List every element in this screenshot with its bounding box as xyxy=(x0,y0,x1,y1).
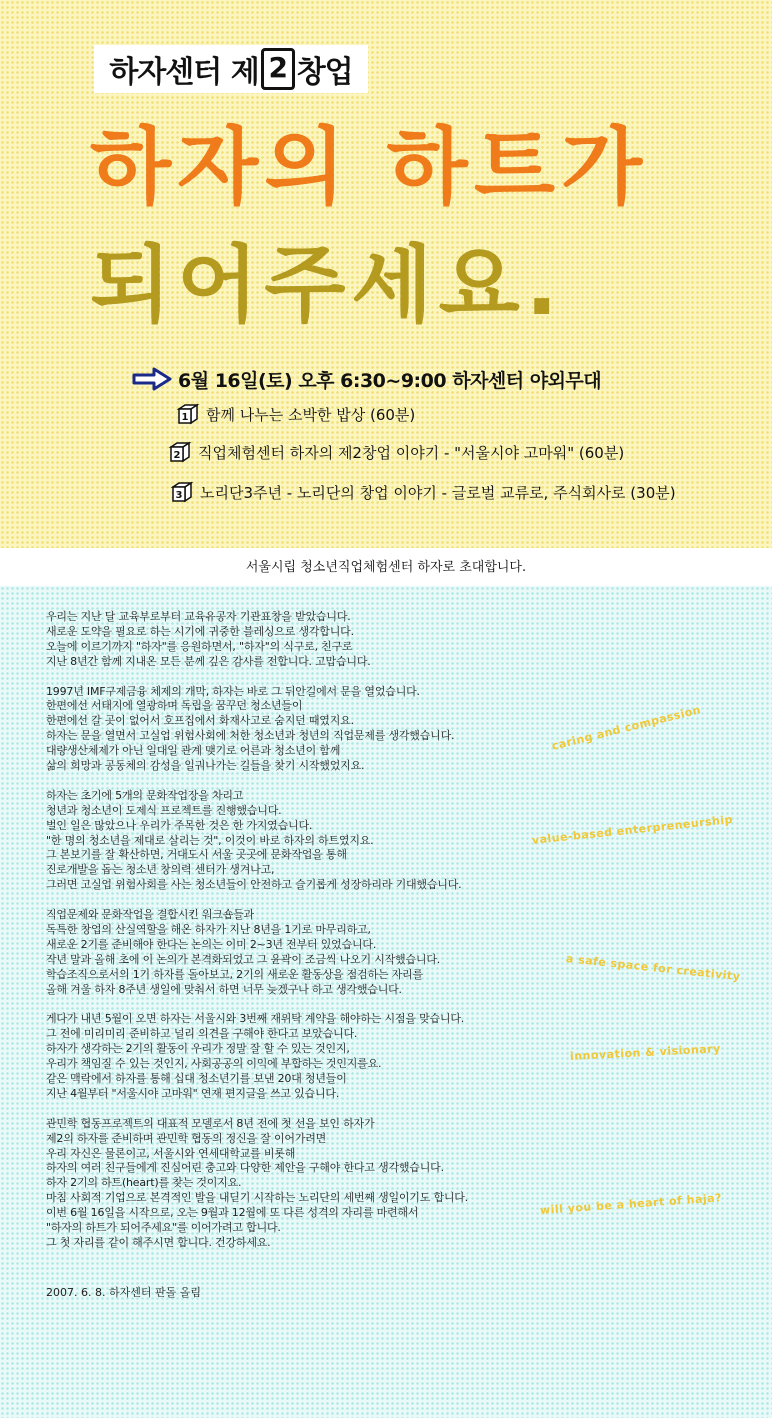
program-item xyxy=(170,480,676,504)
logo-suffix: 창업 xyxy=(296,55,353,90)
event-info xyxy=(132,364,601,394)
letter-line: 지난 4월부터 "서울시야 고마워" 연재 편지글을 쓰고 있습니다. xyxy=(46,1086,340,1100)
arrow-right-icon xyxy=(132,367,172,391)
letter-line: 그 본보기를 잘 확산하면, 거대도시 서울 곳곳에 문화작업을 통해 xyxy=(46,848,347,862)
letter-line: 우리는 지난 달 교육부로부터 교육유공자 기관표창을 받았습니다. xyxy=(46,610,351,623)
letter-line: "한 명의 청소년을 제대로 살리는 것", 이것이 바로 하자의 하트였지요. xyxy=(46,833,374,847)
program-item xyxy=(176,402,415,426)
letter-line: 벌인 일은 많았으나 우리가 주목한 것은 한 가지였습니다. xyxy=(46,818,313,832)
letter-line: 우리 자신은 물론이고, 서울시와 연세대학교를 비롯해 xyxy=(46,1146,296,1160)
letter-line: 하자는 문을 열면서 고실업 위험사회에 처한 청소년과 청년의 직업문제를 생각했습니다. xyxy=(46,729,455,743)
letter-line: 하자는 초기에 5개의 문화작업장을 차리고 xyxy=(46,788,244,802)
letter-line: 하자가 생각하는 2기의 활동이 우리가 정말 잘 할 수 있는 것인지, xyxy=(46,1042,350,1056)
tag-text: a safe space for creativity xyxy=(565,952,742,984)
letter-line: 우리가 책임질 수 있는 것인지, 사회공공의 이익에 부합하는 것인지를요. xyxy=(46,1057,382,1071)
signature: 2007. 6. 8. 하자센터 판돌 올림 xyxy=(46,1286,201,1299)
letter-line: 삶의 희망과 공동체의 감성을 일궈나가는 길들을 찾기 시작했었지요. xyxy=(46,759,365,773)
event-title: 6월 16일(토) 오후 6:30~9:00 하자센터 야외무대 xyxy=(178,369,602,392)
cube-number-icon xyxy=(168,440,192,464)
letter-line: 올해 겨울 하자 8주년 생일에 맞춰서 하면 너무 늦겠구나 하고 생각했습니다. xyxy=(46,982,402,996)
letter-paragraph xyxy=(46,789,586,893)
letter-line: 하자의 여러 친구들에게 진심어린 충고와 다양한 제안을 구해야 한다고 생각했습니다. xyxy=(46,1161,444,1175)
letter-line: 진로개발을 돕는 청소년 창의력 센터가 생겨나고, xyxy=(46,863,275,877)
letter-line: 독특한 창업의 산실역할을 해온 하자가 지난 8년을 1기로 마무리하고, xyxy=(46,922,371,936)
program-number: 1 xyxy=(181,412,189,423)
letter-line: 작년 말과 올해 초에 이 논의가 본격화되었고 그 윤곽이 조금씩 나오기 시작했습니다. xyxy=(46,952,441,966)
program-text: 직업체험센터 하자의 제2창업 이야기 - "서울시야 고마워" (60분) xyxy=(198,443,625,462)
headline-line-2 xyxy=(90,218,740,339)
letter-line: 그러면 고실업 위험사회를 사는 청소년들이 안전하고 슬기롭게 성장하리라 기대했습니다. xyxy=(46,878,462,892)
headline-line-2-text: 되어주세요. xyxy=(90,236,564,334)
letter-line: 대량생산체제가 아닌 일대일 관계 맺기로 어른과 청소년이 함께 xyxy=(46,744,341,758)
logo-number: 2 xyxy=(261,48,295,90)
letter-paragraph xyxy=(46,610,586,670)
program-text: 함께 나누는 소박한 밥상 (60분) xyxy=(206,405,416,424)
letter-line: 하자 2기의 하트(heart)를 찾는 것이지요. xyxy=(46,1176,242,1190)
letter-line: 한편에선 서태지에 열광하며 독립을 꿈꾸던 청소년들이 xyxy=(46,699,303,713)
logo-prefix: 하자센터 제 xyxy=(109,55,259,90)
letter-line: 제2의 하자를 준비하며 관민학 협동의 정신을 잘 이어가려면 xyxy=(46,1131,327,1145)
letter-paragraph xyxy=(46,908,586,997)
letter-line: 그 첫 자리를 같이 해주시면 합니다. 건강하세요. xyxy=(46,1235,271,1249)
tag-text: innovation & visionary xyxy=(569,1042,722,1063)
letter-paragraph xyxy=(46,1117,586,1251)
tag-text: will you be a heart of haja? xyxy=(539,1191,723,1217)
letter-line: 관민학 협동프로젝트의 대표적 모델로서 8년 전에 첫 선을 보인 하자가 xyxy=(46,1116,375,1130)
letter-line: 오늘에 이르기까지 "하자"를 응원하면서, "하자"의 식구로, 친구로 xyxy=(46,639,353,653)
logo xyxy=(94,45,368,93)
letter-line: 이번 6월 16일을 시작으로, 오는 9월과 12월에 또 다른 성격의 자리를 마련해서 xyxy=(46,1206,419,1220)
letter-body xyxy=(46,610,586,1266)
letter-paragraph xyxy=(46,1012,586,1101)
invite-text: 서울시립 청소년직업체험센터 하자로 초대합니다. xyxy=(245,560,527,575)
letter-line: 학습조직으로서의 1기 하자를 돌아보고, 2기의 새로운 활동상을 점검하는 자리를 xyxy=(46,967,423,981)
tag-text: caring and compassion xyxy=(550,703,703,753)
cube-number-icon xyxy=(176,402,200,426)
tag-text: value-based enterpreneurship xyxy=(531,812,734,847)
program-number: 3 xyxy=(175,490,183,501)
letter-line: 한편에선 갈 곳이 없어서 호프집에서 화재사고로 숨지던 때였지요. xyxy=(46,714,354,728)
headline-line-1-text: 하자의 하트가 xyxy=(90,118,649,216)
letter-line: 그 전에 미리미리 준비하고 널리 의견을 구해야 한다고 보았습니다. xyxy=(46,1027,358,1041)
letter-line: 같은 맥락에서 하자를 통해 십대 청소년기를 보낸 20대 청년들이 xyxy=(46,1072,347,1086)
program-number: 2 xyxy=(173,450,181,461)
cube-number-icon xyxy=(170,480,194,504)
letter-line: "하자의 하트가 되어주세요"를 이어가려고 합니다. xyxy=(46,1221,281,1235)
letter-line: 게다가 내년 5월이 오면 하자는 서울시와 3번째 재위탁 계약을 해야하는 시점을 맞습니다. xyxy=(46,1012,465,1026)
letter-line: 새로운 도약을 필요로 하는 시기에 귀중한 블레싱으로 생각합니다. xyxy=(46,624,354,638)
program-text: 노리단3주년 - 노리단의 창업 이야기 - 글로벌 교류로, 주식회사로 (30분) xyxy=(200,483,676,502)
letter-line: 지난 8년간 함께 지내온 모든 분께 깊은 감사를 전합니다. 고맙습니다. xyxy=(46,654,371,668)
letter-line: 마침 사회적 기업으로 본격적인 발을 내딛기 시작하는 노리단의 세번째 생일이기도 합니다. xyxy=(46,1191,469,1205)
letter-line: 직업문제와 문화작업을 결합시킨 워크숍들과 xyxy=(46,908,254,922)
letter-line: 1997년 IMF구제금융 체제의 개막, 하자는 바로 그 뒤안길에서 문을 열었습니다. xyxy=(46,684,420,698)
letter-line: 새로운 2기를 준비해야 한다는 논의는 이미 2~3년 전부터 있었습니다. xyxy=(46,937,377,951)
program-item xyxy=(168,440,624,464)
headline-line-1 xyxy=(90,100,740,221)
letter-line: 청년과 청소년이 도제식 프로젝트를 진행했습니다. xyxy=(46,803,282,817)
letter-paragraph xyxy=(46,685,586,774)
